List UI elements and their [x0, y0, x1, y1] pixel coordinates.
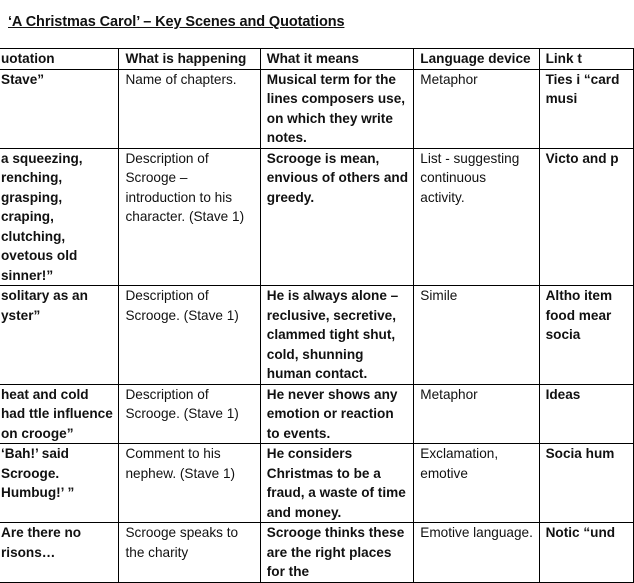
- cell-happening: Description of Scrooge. (Stave 1): [119, 384, 260, 444]
- quotations-table-container: [0, 48, 634, 583]
- cell-context: Victo and p: [539, 148, 633, 286]
- cell-happening: Description of Scrooge – introduction to his character. (Stave 1): [119, 148, 260, 286]
- cell-quotation: ‘Bah!’ said Scrooge. Humbug!’ ”: [0, 444, 119, 523]
- header-quotation: uotation: [0, 49, 119, 70]
- cell-happening: Description of Scrooge. (Stave 1): [119, 286, 260, 385]
- header-what-it-means: What it means: [260, 49, 414, 70]
- table-header-row: [0, 49, 634, 70]
- cell-happening: Name of chapters.: [119, 69, 260, 148]
- table-row: [0, 148, 634, 286]
- table-row: [0, 384, 634, 444]
- cell-means: He considers Christmas to be a fraud, a waste of time and money.: [260, 444, 414, 523]
- table-row: [0, 286, 634, 385]
- cell-quotation: Stave”: [0, 69, 119, 148]
- cell-context: Notic “und: [539, 523, 633, 583]
- cell-context: Ties i “card musi: [539, 69, 633, 148]
- cell-means: He never shows any emotion or reaction to events.: [260, 384, 414, 444]
- table-row: [0, 69, 634, 148]
- cell-quotation: solitary as an yster”: [0, 286, 119, 385]
- quotations-table: [0, 48, 634, 583]
- cell-means: Scrooge is mean, envious of others and greedy.: [260, 148, 414, 286]
- header-link-to-context: Link t: [539, 49, 633, 70]
- header-what-is-happening: What is happening: [119, 49, 260, 70]
- cell-device: Metaphor: [414, 69, 539, 148]
- cell-means: Musical term for the lines composers use, on which they write notes.: [260, 69, 414, 148]
- cell-quotation: Are there no risons…: [0, 523, 119, 583]
- cell-context: Socia hum: [539, 444, 633, 523]
- cell-means: Scrooge thinks these are the right places for the: [260, 523, 414, 583]
- table-row: [0, 523, 634, 583]
- header-language-device: Language device: [414, 49, 539, 70]
- document-title: ‘A Christmas Carol’ – Key Scenes and Quotations: [8, 14, 345, 30]
- cell-context: Altho item food mear socia: [539, 286, 633, 385]
- cell-device: Simile: [414, 286, 539, 385]
- cell-device: List - suggesting continuous activity.: [414, 148, 539, 286]
- cell-happening: Comment to his nephew. (Stave 1): [119, 444, 260, 523]
- cell-device: Exclamation, emotive: [414, 444, 539, 523]
- cell-happening: Scrooge speaks to the charity: [119, 523, 260, 583]
- cell-context: Ideas: [539, 384, 633, 444]
- table-row: [0, 444, 634, 523]
- cell-quotation: heat and cold had ttle influence on crooge”: [0, 384, 119, 444]
- cell-quotation: a squeezing, renching, grasping, craping, clutching, ovetous old sinner!”: [0, 148, 119, 286]
- cell-means: He is always alone – reclusive, secretive, clammed tight shut, cold, shunning human contact.: [260, 286, 414, 385]
- cell-device: Emotive language.: [414, 523, 539, 583]
- cell-device: Metaphor: [414, 384, 539, 444]
